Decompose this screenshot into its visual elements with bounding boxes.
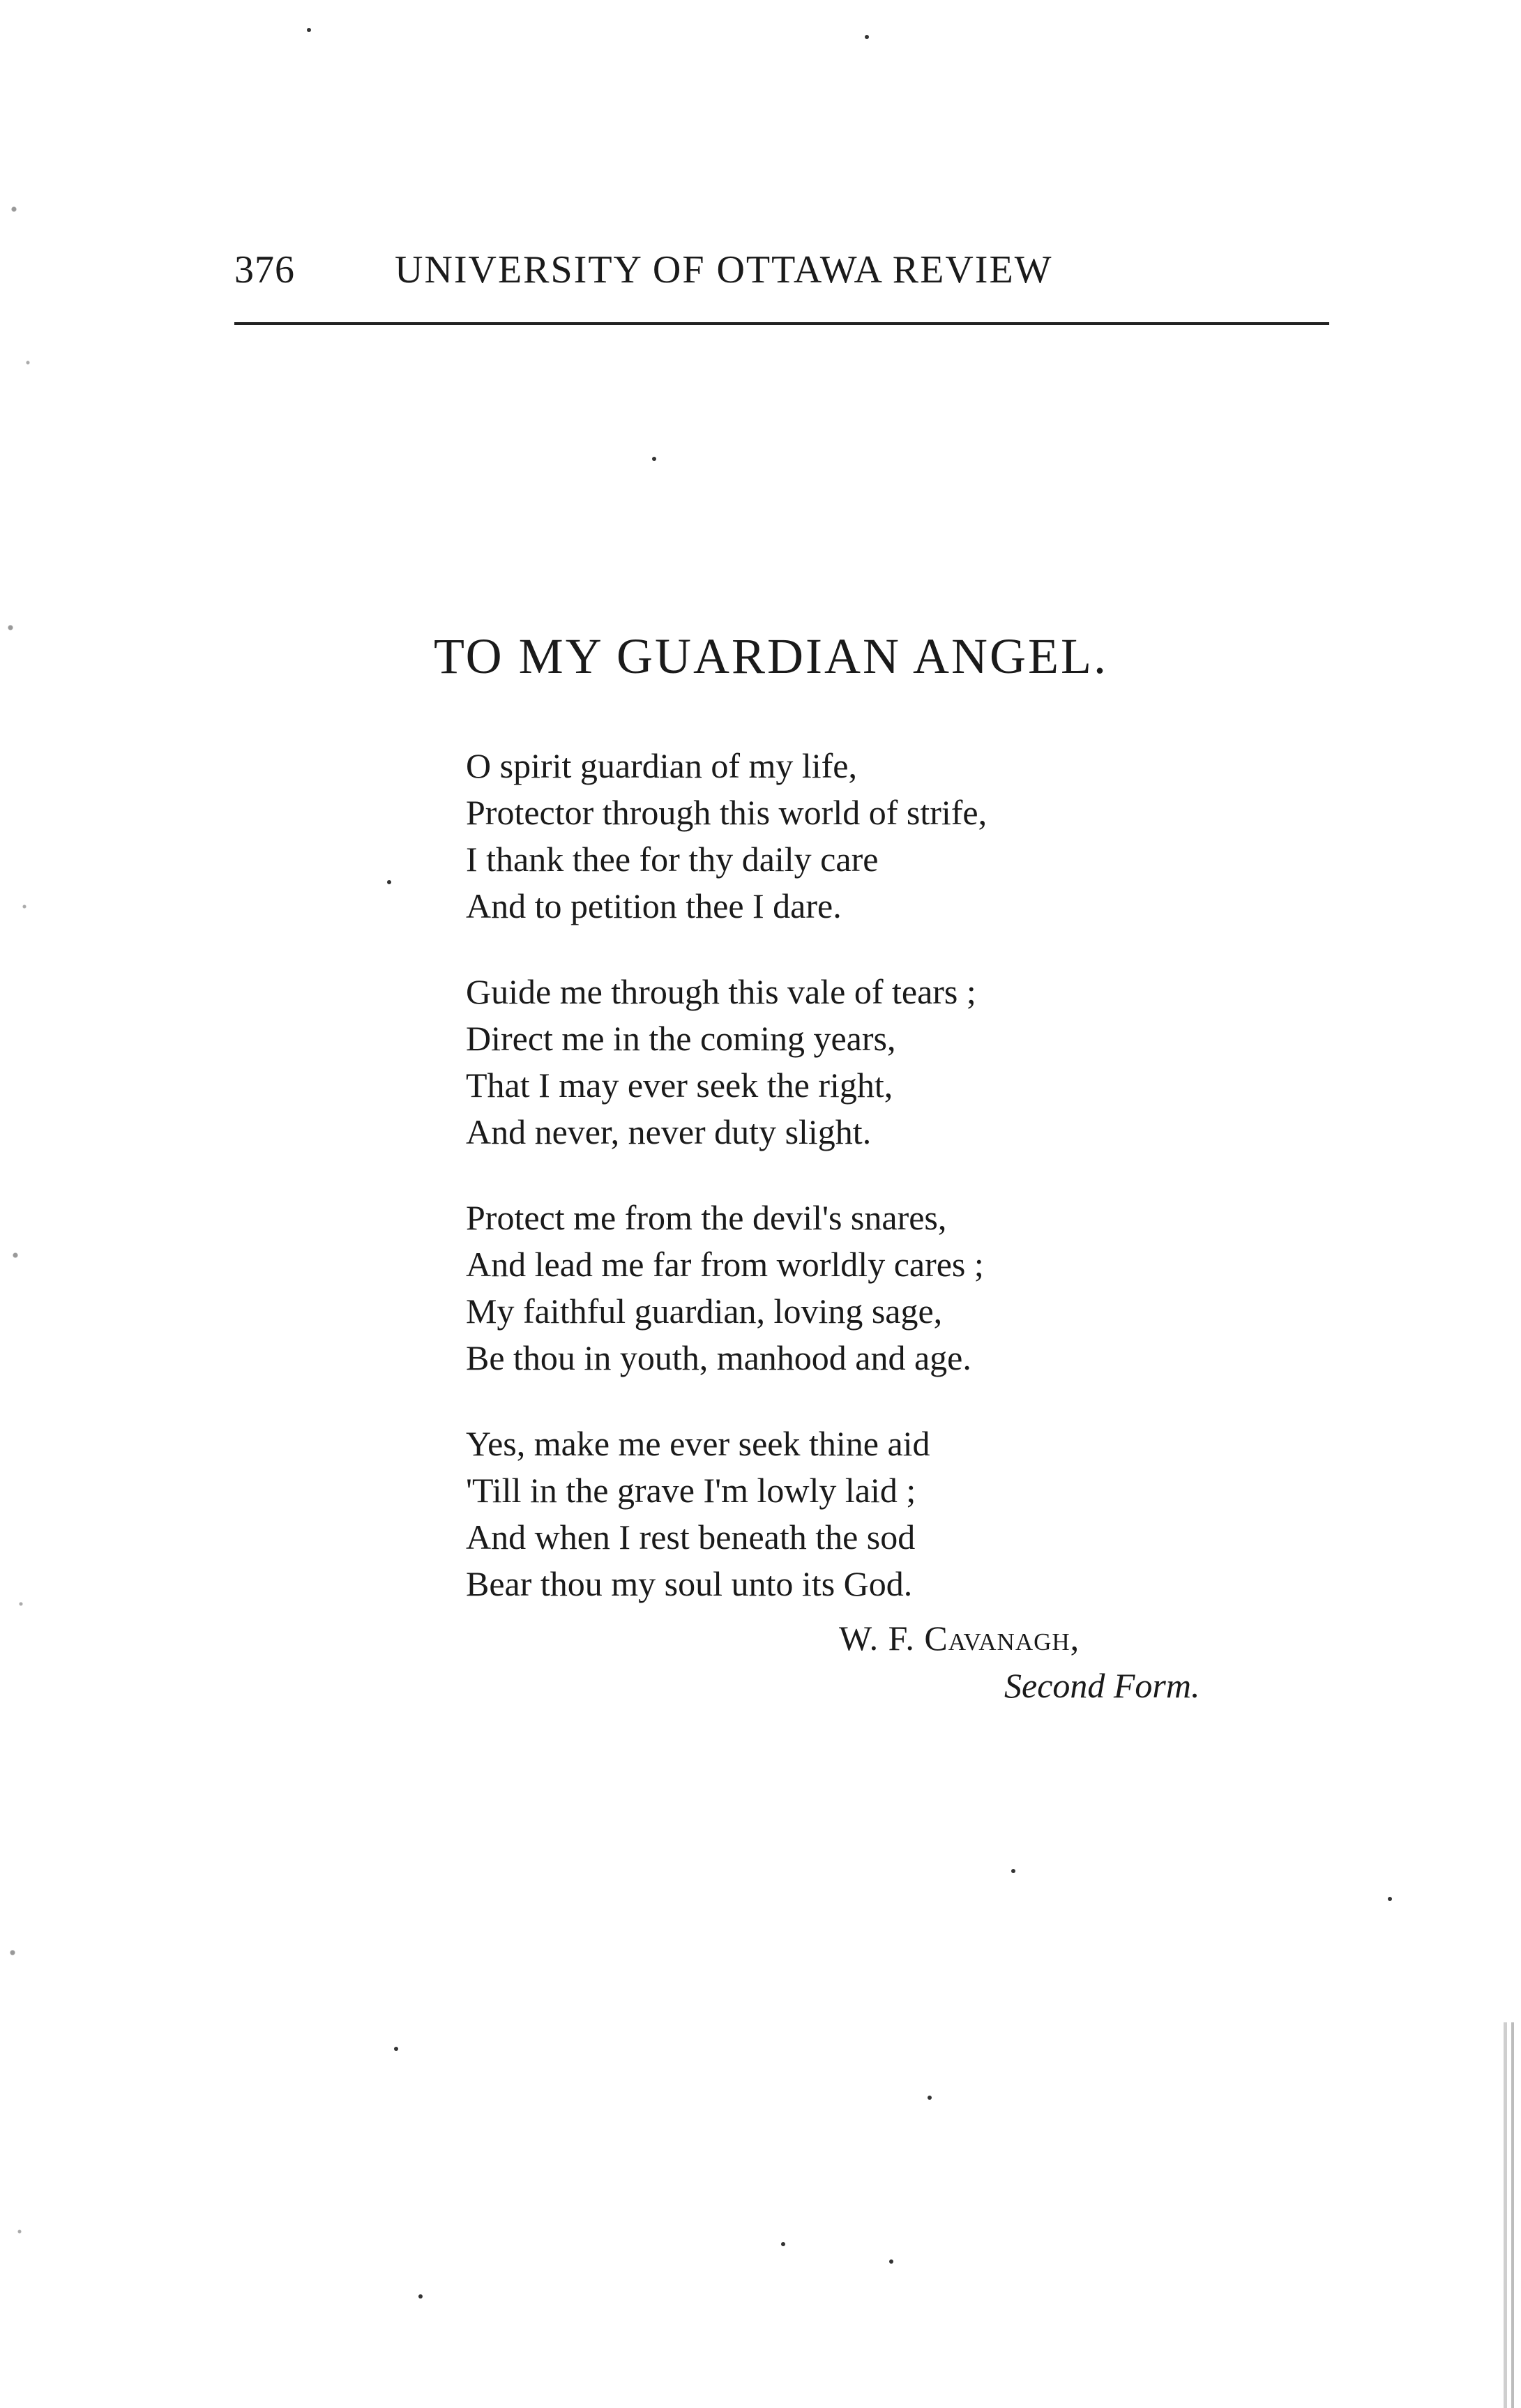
scan-speck xyxy=(781,2242,785,2246)
poem-line: Guide me through this vale of tears ; xyxy=(466,972,976,1011)
stanza-4 xyxy=(466,1421,1303,1607)
poem-line: And never, never duty slight. xyxy=(466,1112,872,1151)
stanza-1 xyxy=(466,743,1303,930)
scan-speck xyxy=(418,2294,423,2299)
poem-line: I thank thee for thy daily care xyxy=(466,840,879,879)
stanza-3 xyxy=(466,1195,1303,1381)
author-name: W. F. Cavanagh, xyxy=(839,1619,1080,1658)
scan-speck xyxy=(387,880,391,884)
poem-line: Be thou in youth, manhood and age. xyxy=(466,1338,971,1377)
poem-line: Yes, make me ever seek thine aid xyxy=(466,1424,930,1463)
poem-line: 'Till in the grave I'm lowly laid ; xyxy=(466,1471,916,1510)
author-signature xyxy=(839,1618,1080,1658)
header-rule xyxy=(234,322,1329,325)
poem-title: TO MY GUARDIAN ANGEL. xyxy=(434,628,1108,684)
page-number: 376 xyxy=(234,248,295,291)
poem-body xyxy=(466,743,1303,1646)
scan-edge-noise-right xyxy=(1465,2022,1521,2408)
scan-speck xyxy=(394,2047,398,2051)
scan-speck xyxy=(928,2096,932,2100)
stanza-2 xyxy=(466,969,1303,1156)
page-header xyxy=(234,248,1329,303)
running-title: UNIVERSITY OF OTTAWA REVIEW xyxy=(395,248,1053,291)
poem-line: O spirit guardian of my life, xyxy=(466,746,857,785)
scan-speck xyxy=(1388,1897,1392,1901)
poem-line: And when I rest beneath the sod xyxy=(466,1517,916,1557)
scan-speck xyxy=(307,28,311,32)
poem-line: That I may ever seek the right, xyxy=(466,1066,893,1105)
scan-speck xyxy=(652,457,656,461)
poem-line: My faithful guardian, loving sage, xyxy=(466,1292,943,1331)
scan-speck xyxy=(889,2259,893,2264)
poem-line: Bear thou my soul unto its God. xyxy=(466,1564,913,1603)
poem-line: Protect me from the devil's snares, xyxy=(466,1198,947,1237)
scan-speck xyxy=(1011,1869,1015,1873)
scan-edge-noise-left xyxy=(0,0,63,2408)
author-affiliation: Second Form. xyxy=(1004,1666,1200,1705)
poem-line: And to petition thee I dare. xyxy=(466,886,842,925)
scan-speck xyxy=(865,35,869,39)
poem-line: Protector through this world of strife, xyxy=(466,793,987,832)
poem-line: And lead me far from worldly cares ; xyxy=(466,1245,984,1284)
poem-line: Direct me in the coming years, xyxy=(466,1019,896,1058)
